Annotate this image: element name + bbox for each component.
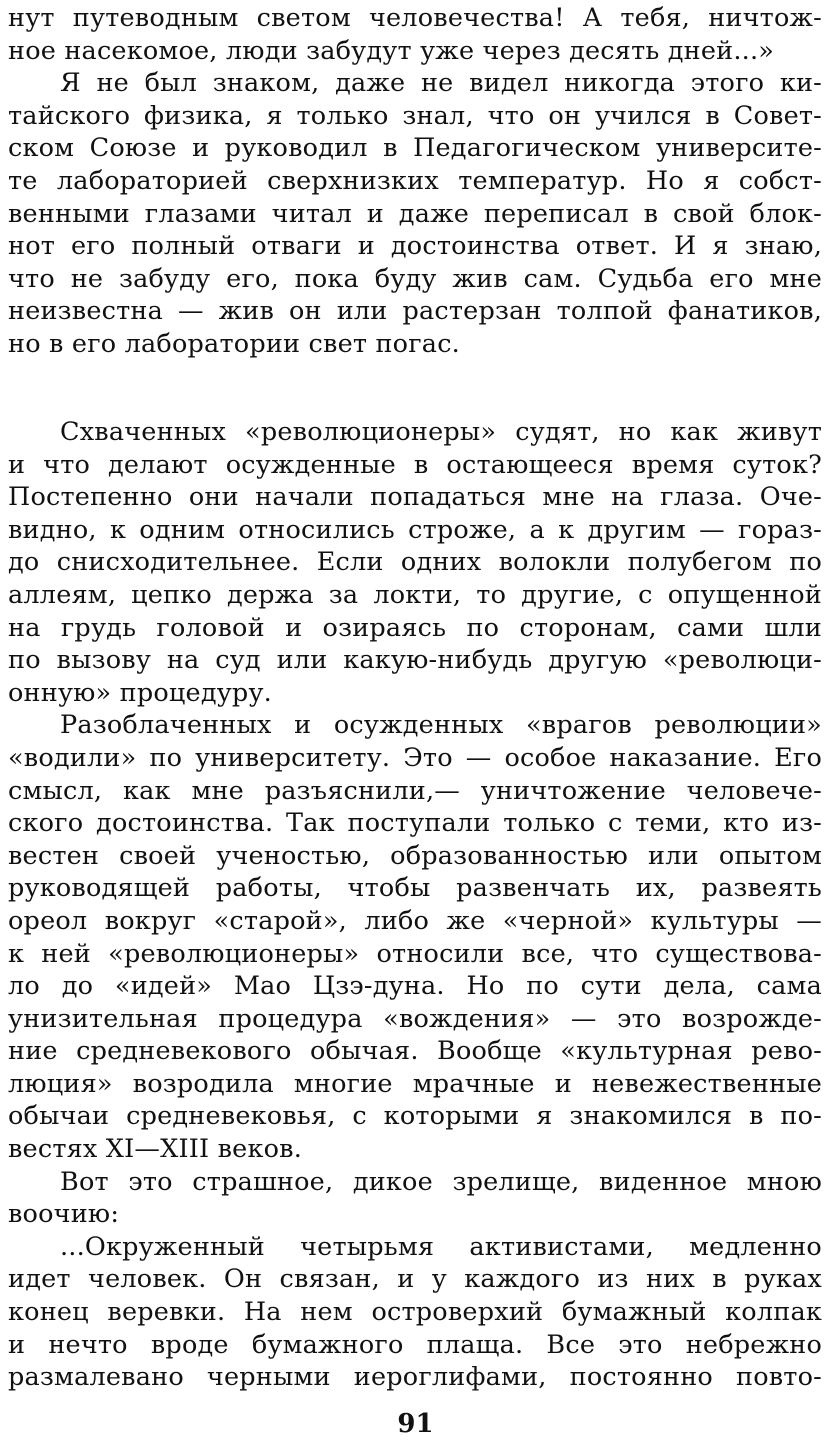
text-line: вестях XI—XIII веков.: [8, 1134, 303, 1165]
page-number: 91: [397, 1409, 434, 1439]
text-line: нут путеводным светом человечества! А тебя, ничтож-: [8, 3, 822, 33]
text-line: конец веревки. На нем островерхий бумажный колпак: [8, 1297, 822, 1328]
text-line: люция» возродила многие мрачные и невежественные: [8, 1068, 822, 1099]
text-line: руководящей работы, чтобы развенчать их, развеять: [8, 873, 822, 904]
text-block-main: [8, 416, 822, 1394]
text-line: ского достоинства. Так поступали только с теми, кто из-: [8, 808, 822, 839]
text-block-top: [8, 2, 822, 361]
text-line: те лабораторией сверхнизких температур. Но я собст-: [8, 165, 822, 196]
text-line: идет человек. Он связан, и у каждого из них в руках: [8, 1264, 822, 1295]
text-line: аллеям, цепко держа за локти, то другие, с опущенной: [8, 579, 822, 610]
paragraph: [8, 1166, 822, 1231]
text-line: но в его лаборатории свет погас.: [8, 328, 460, 359]
text-line: Схваченных «революционеры» судят, но как живут: [60, 417, 822, 447]
text-line: ском Союзе и руководил в Педагогическом университе-: [8, 133, 822, 164]
paragraph: [8, 67, 822, 360]
text-line: и нечто вроде бумажного плаща. Все это небрежно: [8, 1329, 822, 1360]
text-line: «водили» по университету. Это — особое наказание. Его: [8, 742, 822, 773]
paragraph: [8, 416, 822, 709]
text-line: неизвестна — жив он или растерзан толпой фанатиков,: [8, 296, 822, 327]
text-line: тайского физика, я только знал, что он учился в Совет-: [8, 100, 822, 131]
text-line: ...Окруженный четырьмя активистами, медленно: [60, 1231, 822, 1262]
text-line: на грудь головой и озираясь по сторонам, сами шли: [8, 612, 822, 643]
text-line: венными глазами читал и даже переписал в свой блок-: [8, 198, 822, 229]
text-line: и что делают осужденные в остающееся время суток?: [8, 449, 822, 480]
text-line: онную» процедуру.: [8, 677, 272, 708]
text-line: ло до «идей» Мао Цзэ-дуна. Но по сути дела, сама: [8, 971, 822, 1002]
text-line: нот его полный отваги и достоинства ответ. И я знаю,: [8, 231, 822, 262]
text-line: ние средневекового обычая. Вообще «культурная рево-: [8, 1036, 822, 1067]
text-line: обычаи средневековья, с которыми я знакомился в по-: [8, 1101, 822, 1132]
text-line: ное насекомое, люди забудут уже через десять дней...»: [8, 35, 775, 66]
text-line: ореол вокруг «старой», либо же «черной» культуры —: [8, 905, 822, 936]
text-line: до снисходительнее. Если одних волокли полубегом по: [8, 547, 822, 578]
text-line: Вот это страшное, дикое зрелище, виденное мною: [60, 1166, 822, 1197]
text-line: размалевано черными иероглифами, постоянно повто-: [8, 1362, 822, 1393]
text-line: видно, к одним относились строже, а к другим — гораз-: [8, 514, 822, 545]
text-line: что не забуду его, пока буду жив сам. Судьба его мне: [8, 263, 822, 294]
text-line: по вызову на суд или какую-нибудь другую «революци-: [8, 645, 822, 676]
text-line: унизительная процедура «вождения» — это возрожде-: [8, 1003, 822, 1034]
text-line: Постепенно они начали попадаться мне на глаза. Оче-: [8, 482, 822, 513]
text-line: Разоблаченных и осужденных «врагов революции»: [60, 710, 822, 741]
text-line: к ней «революционеры» относили все, что существова-: [8, 938, 822, 969]
text-line: вестен своей ученостью, образованностью или опытом: [8, 840, 822, 871]
text-line: смысл, как мне разъяснили,— уничтожение человече-: [8, 775, 822, 806]
paragraph: [8, 709, 822, 1165]
paragraph: [8, 2, 822, 67]
text-line: воочию:: [8, 1199, 120, 1230]
text-line: Я не был знаком, даже не видел никогда этого ки-: [60, 68, 822, 99]
paragraph: [8, 1231, 822, 1394]
